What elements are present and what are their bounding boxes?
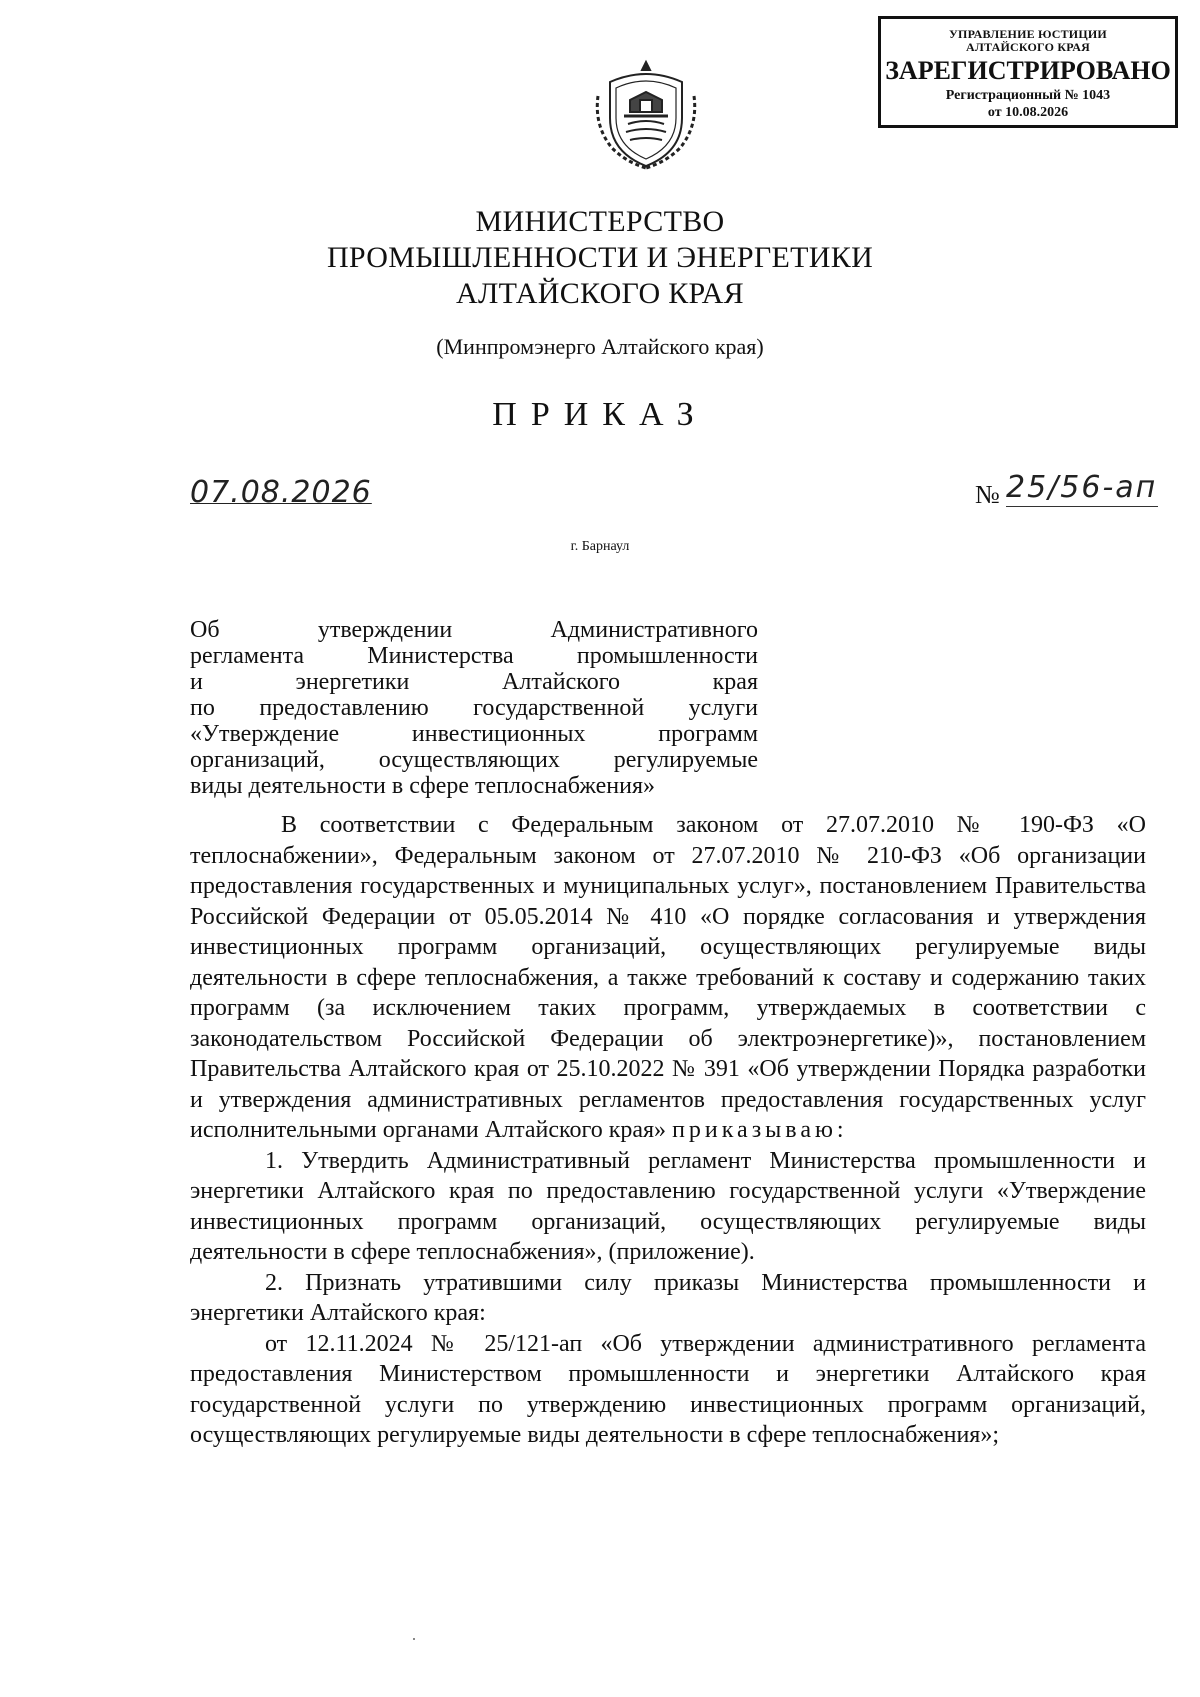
subject-line: и энергетики Алтайского края [190,669,758,695]
ministry-abbreviation: (Минпромэнерго Алтайского края) [436,334,764,359]
preamble-text: В соответствии с Федеральным законом от 27.07.2010 № 190-ФЗ «О теплоснабжении», Федеральным законом от 27.07.2010 № 210-ФЗ «Об организации предоставления государственных и муниципальных услуг», постановлением Правительства Российской Федерации от 05.05.2014 № 410 «О порядке согласования и утверждения инвестиционных программ организаций, осуществляющих регулируемые виды деятельности в сфере теплоснабжения, а также требований к составу и содержанию таких программ (за исключением таких программ, утверждаемых в соответствии с законодательством Российской Федерации об электроэнергетике)», постановлением Правительства Алтайского края от 25.10.2022 № 391 «Об утверждении Порядка разработки и утверждения административных регламентов предоставления государственных услуг исполнительными органами Алтайского края» [190,812,1146,1143]
city-name: г. Барнаул [570,539,630,554]
stamp-reg-number: Регистрационный № 1043 [945,88,1111,103]
number-underline [1006,506,1158,507]
item-1-paragraph: 1. Утвердить Административный регламент Министерства промышленности и энергетики Алтайского края по предоставлению государственной услуги «Утверждение инвестиционных программ организаций, осуществляющих регулируемые виды деятельности в сфере теплоснабжения», (приложение). [190,1147,1146,1265]
ministry-name-line2: ПРОМЫШЛЕННОСТИ И ЭНЕРГЕТИКИ [326,241,874,274]
document-type-title: ПРИКАЗ [492,396,708,433]
number-prefix: № [975,480,1000,509]
subject-line: организаций, осуществляющих регулируемые [190,747,758,773]
order-subject [190,617,758,799]
stamp-authority-line1: УПРАВЛЕНИЕ ЮСТИЦИИ [949,27,1107,41]
subject-line: «Утверждение инвестиционных программ [190,721,758,747]
coat-of-arms-icon [590,56,702,174]
subject-line: Об утверждении Административного [190,617,758,643]
stamp-status: ЗАРЕГИСТРИРОВАНО [885,56,1171,85]
preamble-paragraph [190,810,1146,1146]
ministry-name-line1: МИНИСТЕРСТВО [475,205,725,238]
stamp-reg-date: от 10.08.2026 [987,105,1069,120]
registration-stamp [878,16,1178,128]
handwritten-order-number: 25/56-ап [1006,470,1158,505]
handwritten-date: 07.08.2026 [190,475,372,510]
ministry-name [300,204,900,312]
subject-line: виды деятельности в сфере теплоснабжения» [190,773,655,799]
item-2-sub-1-paragraph: от 12.11.2024 № 25/121-ап «Об утверждении административного регламента предоставления Министерством промышленности и энергетики Алтайского края государственной услуги по утверждению инвестиционных программ организаций, осуществляющих регулируемые виды деятельности в сфере теплоснабжения»; [190,1330,1146,1448]
ministry-name-line3: АЛТАЙСКОГО КРАЯ [456,277,744,310]
item-2-paragraph: 2. Признать утратившими силу приказы Министерства промышленности и энергетики Алтайского края: [190,1269,1146,1326]
order-body [190,810,1146,1451]
scan-speck [413,1638,415,1640]
subject-line: регламента Министерства промышленности [190,643,758,669]
orders-word: приказываю: [672,1117,848,1143]
subject-line: по предоставлению государственной услуги [190,695,758,721]
stamp-authority-line2: АЛТАЙСКОГО КРАЯ [966,40,1090,54]
